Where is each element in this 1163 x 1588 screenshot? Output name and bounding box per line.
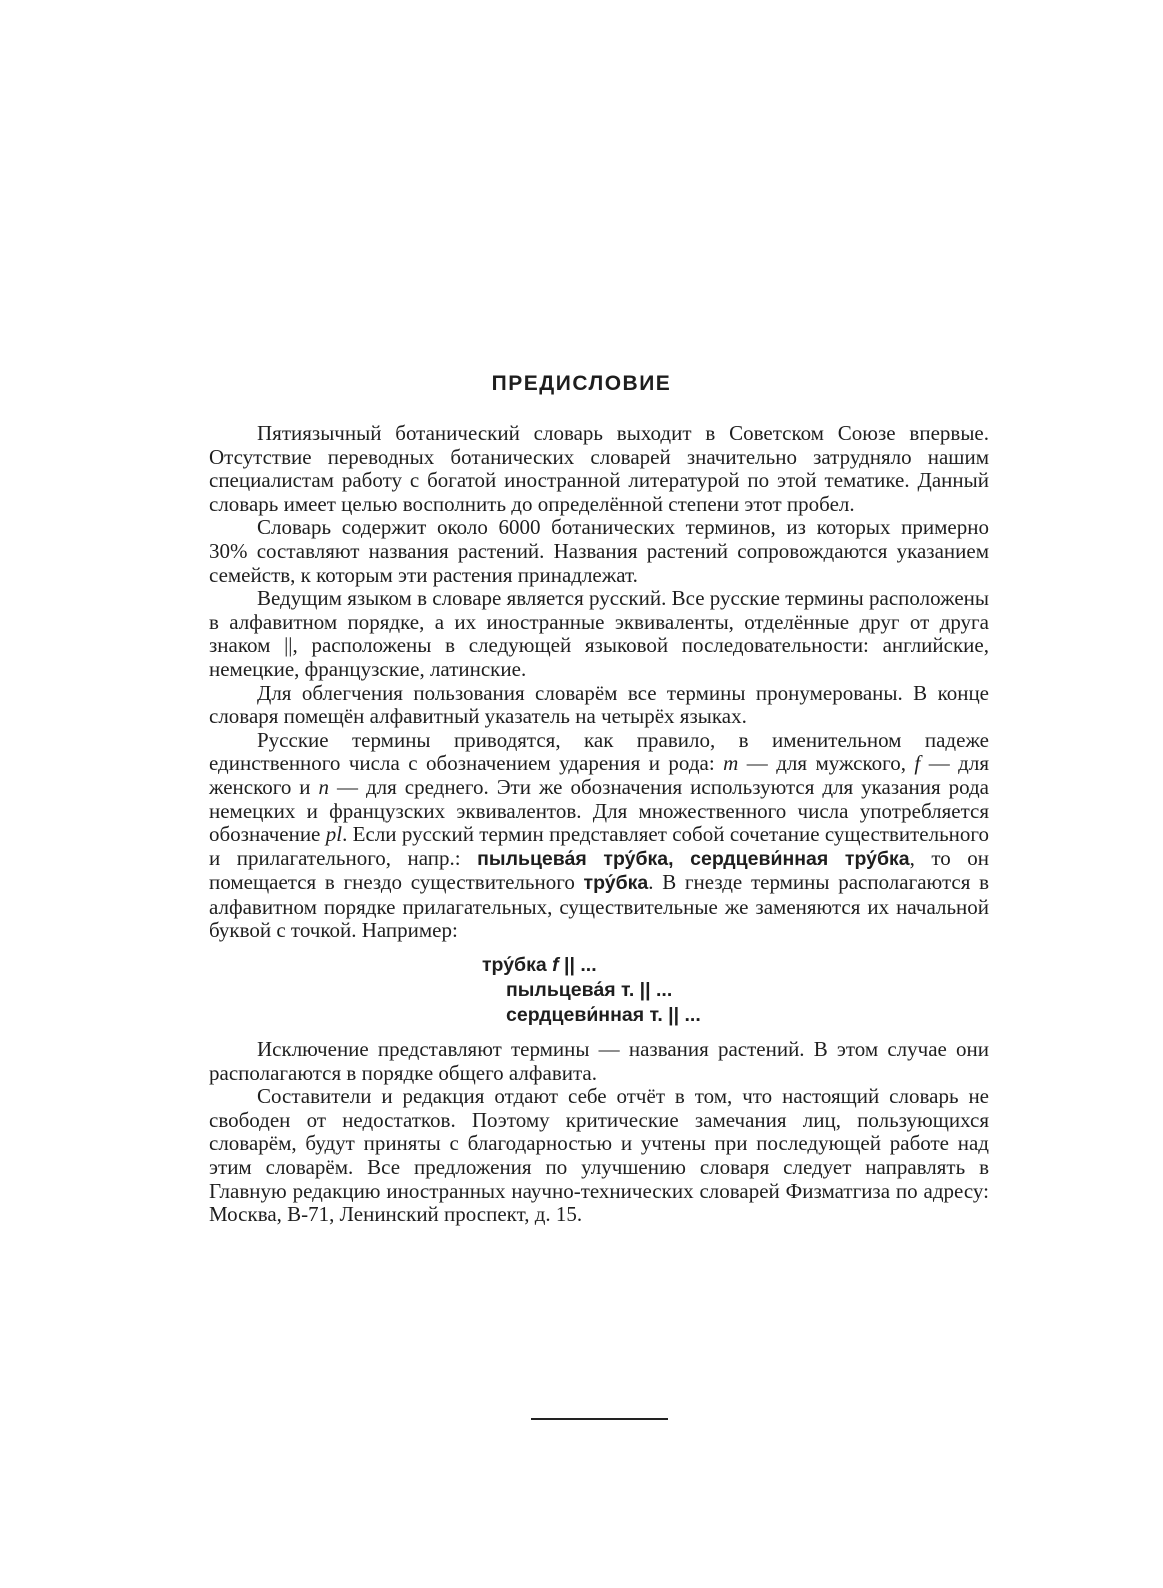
nest-head-gender: f xyxy=(552,954,559,977)
paragraph-exceptions: Исключение представляют термины — названия растений. В этом случае они располагаются в порядке общего алфавита. xyxy=(209,1037,989,1085)
paragraph-intro: Пятиязычный ботанический словарь выходит в Советском Союзе впервые. Отсутствие переводных ботанических словарей значительно затрудняло нашим специалистам работу с богатой иностранной литературой по этой тематике. Данный словарь имеет целью восполнить до определённой степени этот пробел. xyxy=(209,421,989,516)
closing-rule xyxy=(531,1418,668,1420)
preface-body xyxy=(209,422,989,1227)
nest-head-tail: || ... xyxy=(558,954,597,977)
gender-masculine: m xyxy=(723,751,739,776)
conventions-text-g: , то он помещается в гнездо существительного xyxy=(209,845,990,895)
gender-neuter: n xyxy=(318,774,330,799)
conventions-text-a: Русские термины приводятся, как правило, в именительном падеже единственного числа с обозначением ударения и рода: xyxy=(209,727,989,776)
example-terms: пыльцева́я тру́бка, сердцеви́нная тру́бка xyxy=(477,847,910,870)
page-title: ПРЕДИСЛОВИЕ xyxy=(491,372,672,395)
nest-example-head xyxy=(482,953,989,978)
nest-example-line-2: пыльцева́я т. || ... xyxy=(506,979,673,1002)
example-nest-term: тру́бка xyxy=(583,872,649,895)
paragraph-contents: Словарь содержит около 6000 ботанических терминов, из которых примерно 30% составляют названия растений. Названия растений сопровождаются указанием семейств, к которым эти растения принадлежат. xyxy=(209,515,989,587)
conventions-text-c: — для женского и xyxy=(209,751,990,799)
paragraph-conventions xyxy=(209,729,989,943)
nest-example-line-3: сердцеви́нная т. || ... xyxy=(506,1004,701,1027)
paragraph-index: Для облегчения пользования словарём все термины пронумерованы. В конце словаря помещён алфавитный указатель на четырёх языках. xyxy=(209,680,989,729)
conventions-text-e: . Если русский термин представляет собой сочетание существительного и прилагательного, напр.: xyxy=(209,822,989,870)
nest-head-term: тру́бка xyxy=(482,954,553,977)
conventions-text-h: . В гнезде термины располагаются в алфавитном порядке прилагательных, существительные же заменяются их начальной буквой с точкой. Например: xyxy=(209,870,989,943)
paragraph-feedback: Составители и редакция отдают себе отчёт в том, что настоящий словарь не свободен от недостатков. Поэтому критические замечания лиц, пользующихся словарём, будут приняты с благодарностью и учтены при последующей работе над этим словарём. Все предложения по улучшению словаря следует направлять в Главную редакцию иностранных научно-технических словарей Физматгиза по адресу: Москва, В-71, Ленинский проспект, д. 15. xyxy=(209,1084,989,1227)
conventions-text-b: — для мужского, xyxy=(738,751,915,776)
gender-feminine: f xyxy=(914,751,921,776)
plural-mark: pl xyxy=(325,822,343,847)
nest-example xyxy=(482,953,989,1028)
conventions-text-d: — для среднего. Эти же обозначения используются для указания рода немецких и французских эквивалентов. Для множественного числа употребляется обозначение xyxy=(209,774,990,847)
paragraph-leading-language: Ведущим языком в словаре является русский. Все русские термины расположены в алфавитном порядке, а их иностранные эквиваленты, отделённые друг от друга знаком ||, расположены в следующей языковой последовательности: английские, немецкие, французские, латинские. xyxy=(209,586,989,681)
